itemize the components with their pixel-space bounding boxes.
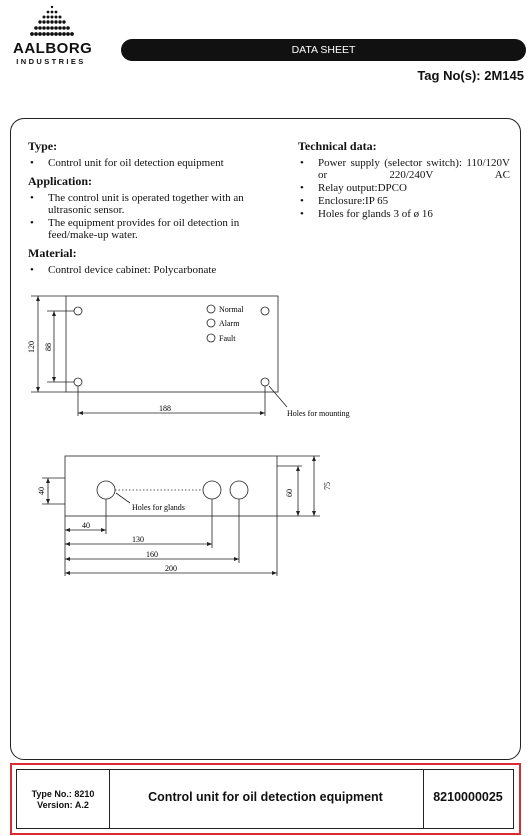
list-item: • Holes for glands 3 of ø 16 — [298, 208, 510, 220]
indicator-lamp — [207, 319, 215, 327]
document-number: 8210000025 — [433, 790, 503, 804]
lamp-label: Fault — [219, 334, 236, 343]
dimension-label: 40 — [82, 521, 90, 530]
brand-name: AALBORG — [13, 40, 93, 57]
list-item: • The equipment provides for oil detection in feed/make-up water. — [28, 217, 278, 241]
tag-number: Tag No(s): 2M145 — [417, 68, 524, 83]
footer-title-cell — [108, 769, 424, 829]
list-item: • Control unit for oil detection equipment — [28, 157, 278, 169]
list-item: • Power supply (selector switch): 110/120V or 220/240V AC — [298, 157, 510, 181]
material-heading: Material: — [28, 246, 77, 260]
dimension-label: 60 — [285, 489, 294, 497]
logo-dots-icon — [22, 4, 82, 40]
type-number: Type No.: 8210 — [31, 789, 95, 799]
material-list — [28, 264, 278, 276]
lamp-label: Alarm — [219, 319, 240, 328]
dimension-label: 160 — [146, 550, 158, 559]
list-item: • Enclosure:IP 65 — [298, 195, 510, 207]
dimension-label: 75 — [323, 482, 332, 490]
footer-highlight — [10, 763, 521, 835]
version-number: Version: A.2 — [37, 800, 89, 810]
mounting-hole — [261, 307, 269, 315]
application-heading: Application: — [28, 174, 93, 188]
lamp-label: Normal — [219, 305, 244, 314]
document-type-banner: DATA SHEET — [121, 39, 526, 61]
application-list — [28, 192, 278, 241]
dimension-label: 188 — [159, 404, 171, 413]
list-item: • Relay output:DPCO — [298, 182, 510, 194]
front-view-drawing — [25, 290, 375, 422]
indicator-lamp — [207, 305, 215, 313]
type-heading: Type: — [28, 139, 58, 153]
dimension-label: 130 — [132, 535, 144, 544]
list-item: • The control unit is operated together with an ultrasonic sensor. — [28, 192, 278, 216]
description-column — [28, 139, 278, 277]
dimension-label: 88 — [44, 343, 53, 351]
gland-hole — [203, 481, 221, 499]
mounting-hole — [261, 378, 269, 386]
indicator-lamp — [207, 334, 215, 342]
bottom-view-drawing — [30, 448, 340, 580]
dimension-label: 120 — [27, 341, 36, 353]
brand-subtitle: INDUSTRIES — [16, 57, 86, 66]
technical-data-column — [298, 139, 510, 221]
dimension-label: 200 — [165, 564, 177, 573]
list-item: • Control device cabinet: Polycarbonate — [28, 264, 278, 276]
mounting-note: Holes for mounting — [287, 409, 350, 418]
type-list — [28, 157, 278, 169]
footer-title: Control unit for oil detection equipment — [148, 790, 383, 804]
gland-hole — [97, 481, 115, 499]
technical-data-heading: Technical data: — [298, 139, 377, 153]
gland-hole — [230, 481, 248, 499]
mounting-hole — [74, 378, 82, 386]
cabinet-outline — [66, 296, 278, 392]
gland-note: Holes for glands — [132, 503, 185, 512]
footer-type-cell — [16, 769, 110, 829]
technical-data-list — [298, 157, 510, 220]
dimension-label: 40 — [37, 487, 46, 495]
mounting-hole — [74, 307, 82, 315]
footer-doc-cell — [423, 769, 514, 829]
